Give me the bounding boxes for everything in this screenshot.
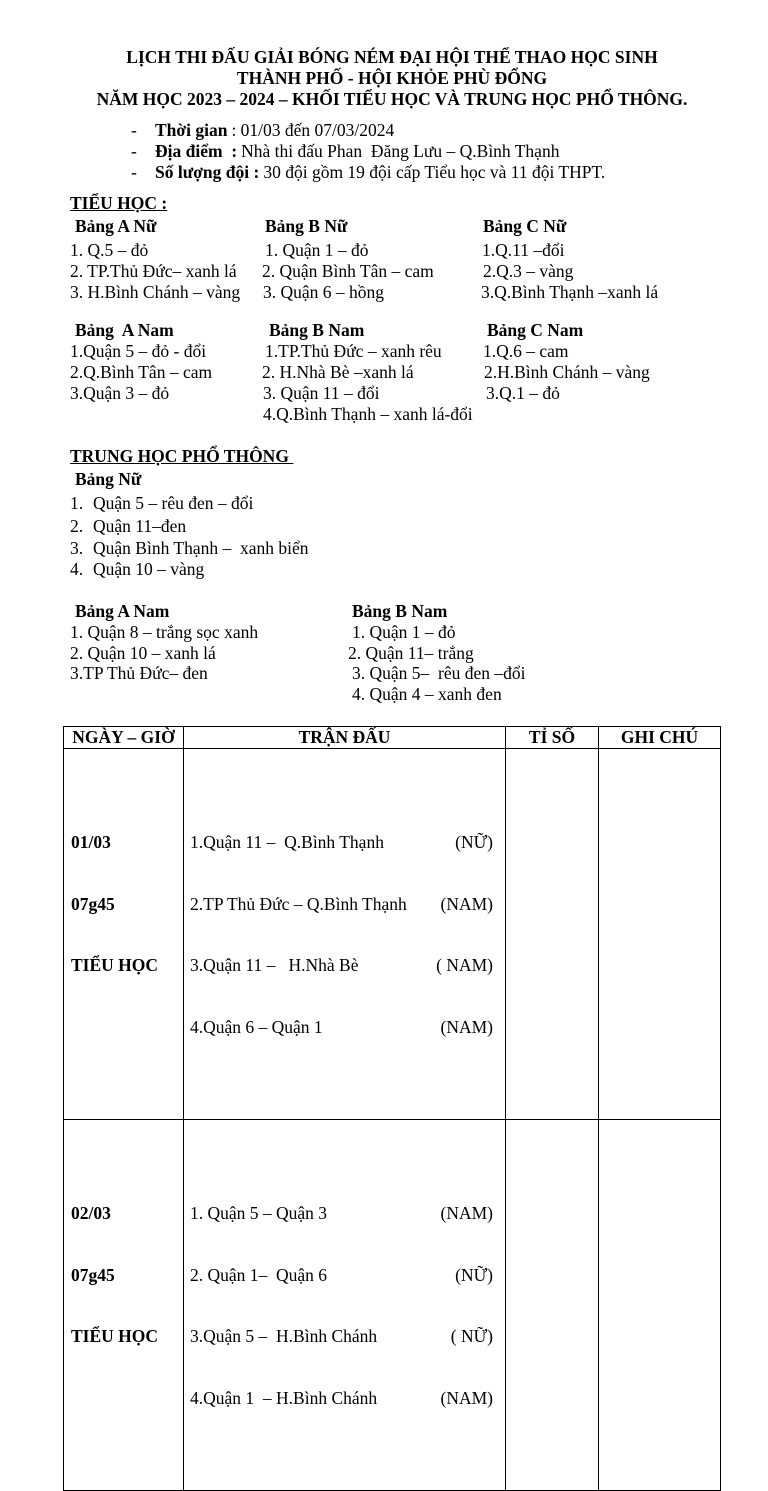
match-line [190,1017,493,1038]
match-teams: 2.TP Thủ Đức – Q.Bình Thạnh [190,893,407,914]
info-label: Thời gian [155,120,228,140]
match-line [190,1265,493,1286]
header-note: GHI CHÚ [599,727,721,749]
info-label: Số lượng đội : [155,162,260,182]
match-line [190,955,493,976]
team-entry: 4.Q.Bình Thạnh – xanh lá-đổi [263,404,473,424]
team-entry: 3.Q.Bình Thạnh –xanh lá [481,282,659,302]
team-entry: 3. Quận 6 – hồng [263,282,385,302]
team-entry: 1.Q.11 –đổi [482,240,565,260]
match-category: (NỮ) [455,832,493,852]
team-entry: 1.TP.Thủ Đức – xanh rêu [265,341,442,361]
info-label: Địa điểm : [155,141,238,161]
group-header: Bảng A Nam [75,320,174,340]
match-teams: 1. Quận 5 – Quận 3 [190,1203,328,1223]
header-date-time: NGÀY – GIỜ [64,727,184,749]
team-entry: 2. TP.Thủ Đức– xanh lá [70,261,237,281]
date-cell [64,749,184,1120]
list-number: 2. [70,516,84,536]
schedule-row [64,749,721,1120]
team-entry: 3.Quận 3 – đỏ [70,383,170,403]
bullet-dash: - [131,141,137,161]
match-cell [184,749,506,1120]
group-header: Bảng B Nam [269,320,365,340]
team-entry: 1. Quận 1 – đỏ [352,622,456,642]
info-value: : 01/03 đến 07/03/2024 [231,120,395,140]
match-line [190,832,493,853]
match-category: (NỮ) [455,1264,493,1285]
list-number: 3. [70,538,84,558]
match-line [190,1326,493,1347]
match-teams: 2. Quận 1– Quận 6 [190,1264,328,1285]
team-entry: 3. Quận 5– rêu đen –đổi [352,663,526,683]
match-cell [184,1120,506,1491]
match-category: (NAM) [440,1203,493,1223]
group-header: Bảng A Nam [75,601,170,621]
match-category: ( NỮ) [450,1326,493,1346]
match-level: TIỂU HỌC [71,955,159,975]
team-entry: 1. Quận 8 – trắng sọc xanh [70,622,259,642]
team-entry: 2.H.Bình Chánh – vàng [484,362,650,382]
group-header: Bảng C Nam [487,320,584,340]
score-cell [506,749,599,1120]
match-date: 02/03 [71,1203,111,1223]
match-category: (NAM) [440,1387,493,1408]
match-category: (NAM) [440,893,493,914]
team-entry: Quận 11–đen [93,516,187,536]
title-line-1: LỊCH THI ĐẤU GIẢI BÓNG NÉM ĐẠI HỘI THỂ THAO HỌC SINH [126,47,658,67]
title-line-3: NĂM HỌC 2023 – 2024 – KHỐI TIỂU HỌC VÀ TRUNG HỌC PHỔ THÔNG. [96,89,688,109]
team-entry: 2. H.Nhà Bè –xanh lá [262,362,414,382]
list-number: 4. [70,559,84,579]
match-level: TIỂU HỌC [71,1326,159,1346]
note-cell [599,749,721,1120]
list-number: 1. [70,493,84,513]
team-entry: 1.Quận 5 – đỏ - đổi [70,341,207,361]
match-time: 07g45 [71,893,115,914]
match-teams: 3.Quận 5 – H.Bình Chánh [190,1326,378,1346]
match-teams: 1.Quận 11 – Q.Bình Thạnh [190,832,384,852]
group-header: Bảng Nữ [75,469,142,489]
team-entry: 4. Quận 4 – xanh đen [352,684,502,704]
team-entry: 1.Q.6 – cam [483,341,569,361]
team-entry: 2. Quận 11– trắng [348,643,474,663]
team-entry: 2. Quận Bình Tân – cam [262,261,434,281]
title-line-2: THÀNH PHỐ - HỘI KHỎE PHÙ ĐỔNG [236,68,548,88]
bullet-dash: - [131,162,137,182]
match-line [190,1388,493,1409]
team-entry: 1. Q.5 – đỏ [70,240,149,260]
section-heading-thpt: TRUNG HỌC PHỔ THÔNG [70,446,294,466]
info-line [155,120,394,141]
info-value: Nhà thi đấu Phan Đăng Lưu – Q.Bình Thạnh [241,141,560,161]
match-category: (NAM) [440,1016,493,1037]
group-header: Bảng A Nữ [75,216,157,236]
info-value: 30 đội gồm 19 đội cấp Tiểu học và 11 đội THPT. [263,162,606,182]
header-score: TỈ SỐ [506,727,599,749]
note-cell [599,1120,721,1491]
team-entry: 2. Quận 10 – xanh lá [70,643,216,663]
team-entry: 1. Quận 1 – đỏ [265,240,369,260]
team-entry: 3. H.Bình Chánh – vàng [70,282,241,302]
team-entry: Quận Bình Thạnh – xanh biển [93,538,309,558]
match-line [190,894,493,915]
match-line [190,1203,493,1224]
match-teams: 4.Quận 6 – Quận 1 [190,1016,323,1037]
bullet-dash: - [131,120,137,140]
team-entry: 3.TP Thủ Đức– đen [70,663,208,683]
score-cell [506,1120,599,1491]
info-line [155,162,605,183]
section-heading-tieu-hoc: TIỂU HỌC : [70,193,168,213]
match-category: ( NAM) [436,955,493,975]
group-header: Bảng C Nữ [483,216,567,236]
match-teams: 4.Quận 1 – H.Bình Chánh [190,1387,378,1408]
team-entry: 2.Q.3 – vàng [483,261,574,281]
header-match: TRẬN ĐẤU [184,727,506,749]
schedule-header-row [64,727,721,749]
info-line [155,141,559,162]
group-header: Bảng B Nam [352,601,448,621]
team-entry: Quận 10 – vàng [93,559,205,579]
match-time: 07g45 [71,1264,115,1285]
match-teams: 3.Quận 11 – H.Nhà Bè [190,955,359,975]
date-cell [64,1120,184,1491]
team-entry: 2.Q.Bình Tân – cam [70,362,213,382]
team-entry: Quận 5 – rêu đen – đổi [93,493,254,513]
match-date: 01/03 [71,832,111,852]
team-entry: 3.Q.1 – đỏ [486,383,560,403]
team-entry: 3. Quận 11 – đổi [263,383,380,403]
schedule-table [63,726,721,1491]
schedule-row [64,1120,721,1491]
group-header: Bảng B Nữ [265,216,348,236]
